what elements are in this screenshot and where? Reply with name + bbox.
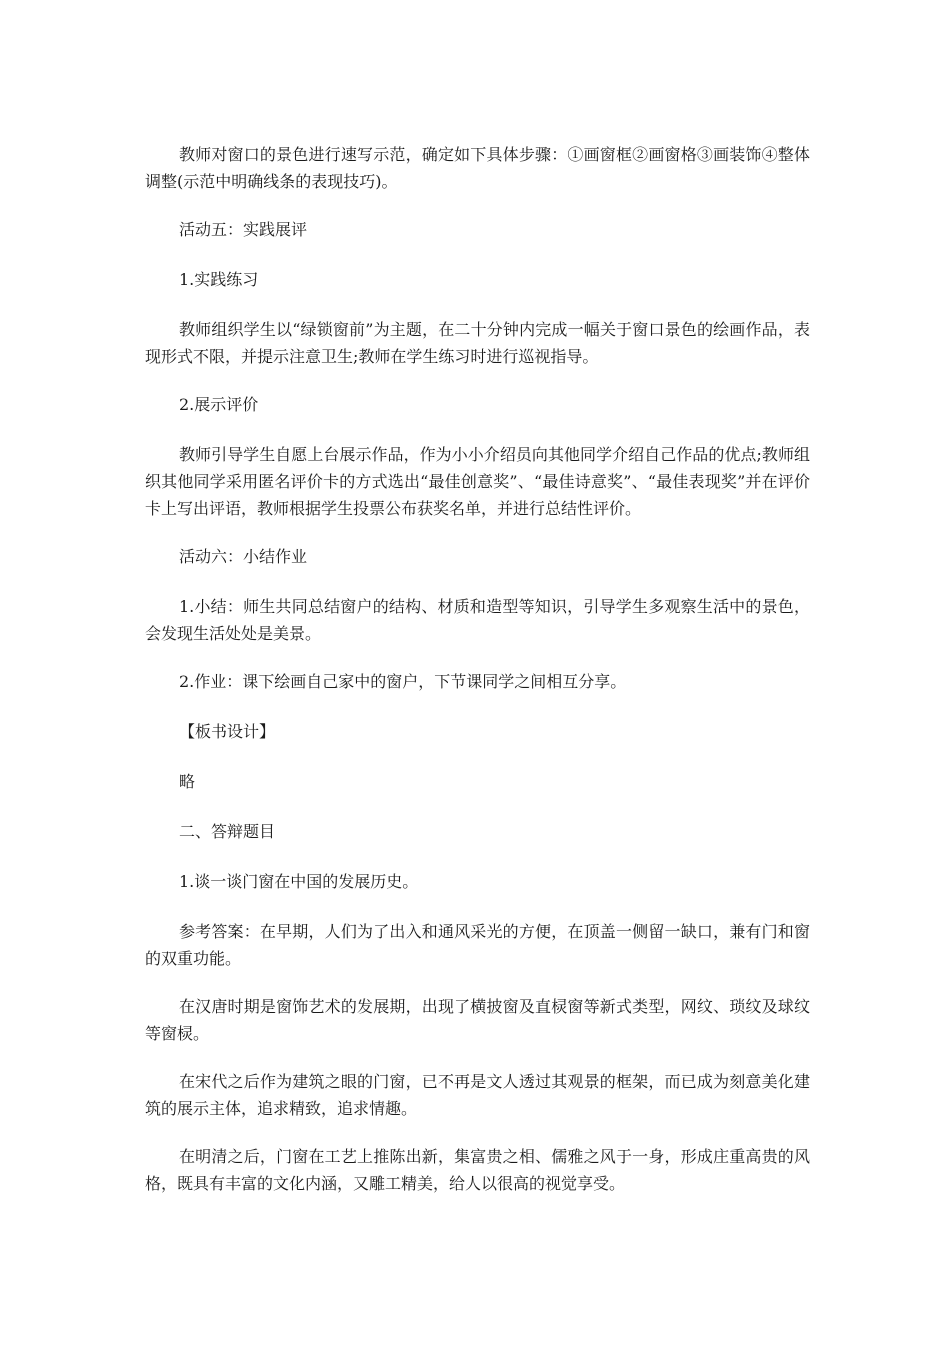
heading-display-evaluation: 2.展示评价 xyxy=(179,395,259,414)
heading-practice: 1.实践练习 xyxy=(179,270,259,289)
heading-activity-five: 活动五：实践展评 xyxy=(179,220,308,239)
answer-song: 在宋代之后作为建筑之眼的门窗，已不再是文人透过其观景的框架，而已成为刻意美化建筑的展示主体，追求精致，追求情趣。 xyxy=(145,1072,810,1118)
paragraph-practice-desc: 教师组织学生以“绿锁窗前”为主题，在二十分钟内完成一幅关于窗口景色的绘画作品，表现形式不限，并提示注意卫生;教师在学生练习时进行巡视指导。 xyxy=(145,320,810,366)
paragraph-omitted: 略 xyxy=(179,772,196,791)
heading-activity-six: 活动六：小结作业 xyxy=(179,547,308,566)
answer-early-period: 参考答案：在早期，人们为了出入和通风采光的方便，在顶盖一侧留一缺口，兼有门和窗的双重功能。 xyxy=(145,922,810,968)
paragraph-display-desc: 教师引导学生自愿上台展示作品，作为小小介绍员向其他同学介绍自己作品的优点;教师组织其他同学采用匿名评价卡的方式选出“最佳创意奖”、“最佳诗意奖”、“最佳表现奖”并在评价卡上写出评语，教师根据学生投票公布获奖名单，并进行总结性评价。 xyxy=(145,445,810,518)
paragraph-homework: 2.作业：课下绘画自己家中的窗户，下节课同学之间相互分享。 xyxy=(179,672,627,691)
heading-board-design: 【板书设计】 xyxy=(179,722,276,741)
question-one: 1.谈一谈门窗在中国的发展历史。 xyxy=(179,872,419,891)
answer-han-tang: 在汉唐时期是窗饰艺术的发展期，出现了横披窗及直棂窗等新式类型，网纹、琐纹及球纹等窗棂。 xyxy=(145,997,810,1043)
paragraph-demo-steps: 教师对窗口的景色进行速写示范，确定如下具体步骤：①画窗框②画窗格③画装饰④整体调整(示范中明确线条的表现技巧)。 xyxy=(145,145,810,191)
heading-defense-questions: 二、答辩题目 xyxy=(179,822,276,841)
paragraph-summary: 1.小结：师生共同总结窗户的结构、材质和造型等知识，引导学生多观察生活中的景色，会发现生活处处是美景。 xyxy=(145,597,810,643)
answer-ming-qing: 在明清之后，门窗在工艺上推陈出新，集富贵之相、儒雅之风于一身，形成庄重高贵的风格，既具有丰富的文化内涵，又雕工精美，给人以很高的视觉享受。 xyxy=(145,1147,810,1193)
